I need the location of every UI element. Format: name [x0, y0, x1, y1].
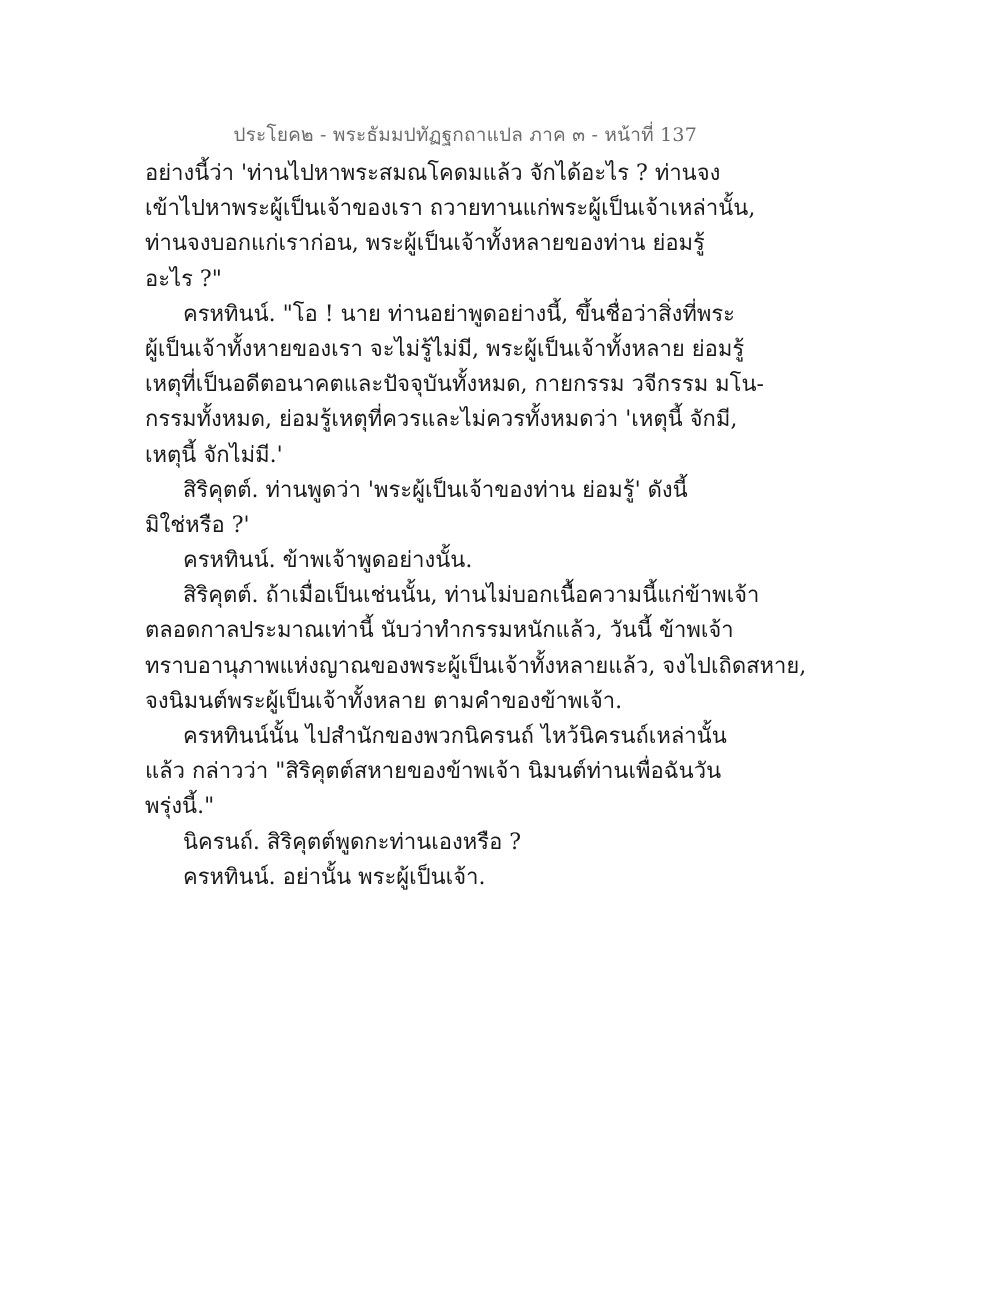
text-line: เข้าไปหาพระผู้เป็นเจ้าของเรา ถวายทานแก่พระผู้เป็นเจ้าเหล่านั้น, [145, 196, 756, 222]
text-line: ทราบอานุภาพแห่งญาณของพระผู้เป็นเจ้าทั้งหลายแล้ว, จงไปเถิดสหาย, [145, 653, 807, 679]
text-line: นิครนถ์. สิริคุตต์พูดกะท่านเองหรือ ? [183, 829, 522, 855]
text-line: เหตุที่เป็นอดีตอนาคตและปัจจุบันทั้งหมด, กายกรรม วจีกรรม มโน- [145, 372, 764, 398]
text-line: ท่านจงบอกแก่เราก่อน, พระผู้เป็นเจ้าทั้งหลายของท่าน ย่อมรู้ [145, 231, 705, 257]
text-line: ครหทินน์. อย่านั้น พระผู้เป็นเจ้า. [183, 864, 486, 890]
text-line: กรรมทั้งหมด, ย่อมรู้เหตุที่ควรและไม่ควรทั้งหมดว่า 'เหตุนี้ จักมี, [145, 407, 738, 433]
text-line: สิริคุตต์. ท่านพูดว่า 'พระผู้เป็นเจ้าของท่าน ย่อมรู้' ดังนี้ [183, 477, 688, 503]
text-line: แล้ว กล่าวว่า "สิริคุตต์สหายของข้าพเจ้า นิมนต์ท่านเพื่อฉันวัน [145, 759, 722, 785]
text-line: สิริคุตต์. ถ้าเมื่อเป็นเช่นนั้น, ท่านไม่บอกเนื้อความนี้แก่ข้าพเจ้า [183, 583, 760, 609]
text-line: จงนิมนต์พระผู้เป็นเจ้าทั้งหลาย ตามคำของข้าพเจ้า. [145, 688, 623, 714]
running-header: ประโยค๒ - พระธัมมปทัฏฐกถาแปล ภาค ๓ - หน้าที่ 137 [233, 124, 697, 146]
page-body [145, 156, 807, 895]
text-line: อะไร ?" [145, 266, 222, 292]
text-line: เหตุนี้ จักไม่มี.' [145, 442, 283, 468]
text-line: ครหทินน์. "โอ ! นาย ท่านอย่าพูดอย่างนี้, ขึ้นชื่อว่าสิ่งที่พระ [183, 301, 735, 327]
text-line: ครหทินน์นั้น ไปสำนักของพวกนิครนถ์ ไหว้นิครนถ์เหล่านั้น [183, 724, 727, 749]
text-line: ตลอดกาลประมาณเท่านี้ นับว่าทำกรรมหนักแล้ว, วันนี้ ข้าพเจ้า [145, 618, 734, 644]
text-line: ผู้เป็นเจ้าทั้งหายของเรา จะไม่รู้ไม่มี, พระผู้เป็นเจ้าทั้งหลาย ย่อมรู้ [145, 336, 745, 362]
text-line: พรุ่งนี้." [145, 794, 215, 820]
text-line: ครหทินน์. ข้าพเจ้าพูดอย่างนั้น. [183, 548, 473, 574]
text-line: อย่างนี้ว่า 'ท่านไปหาพระสมณโคดมแล้ว จักได้อะไร ? ท่านจง [145, 161, 721, 186]
text-line: มิใช่หรือ ?' [145, 512, 250, 538]
